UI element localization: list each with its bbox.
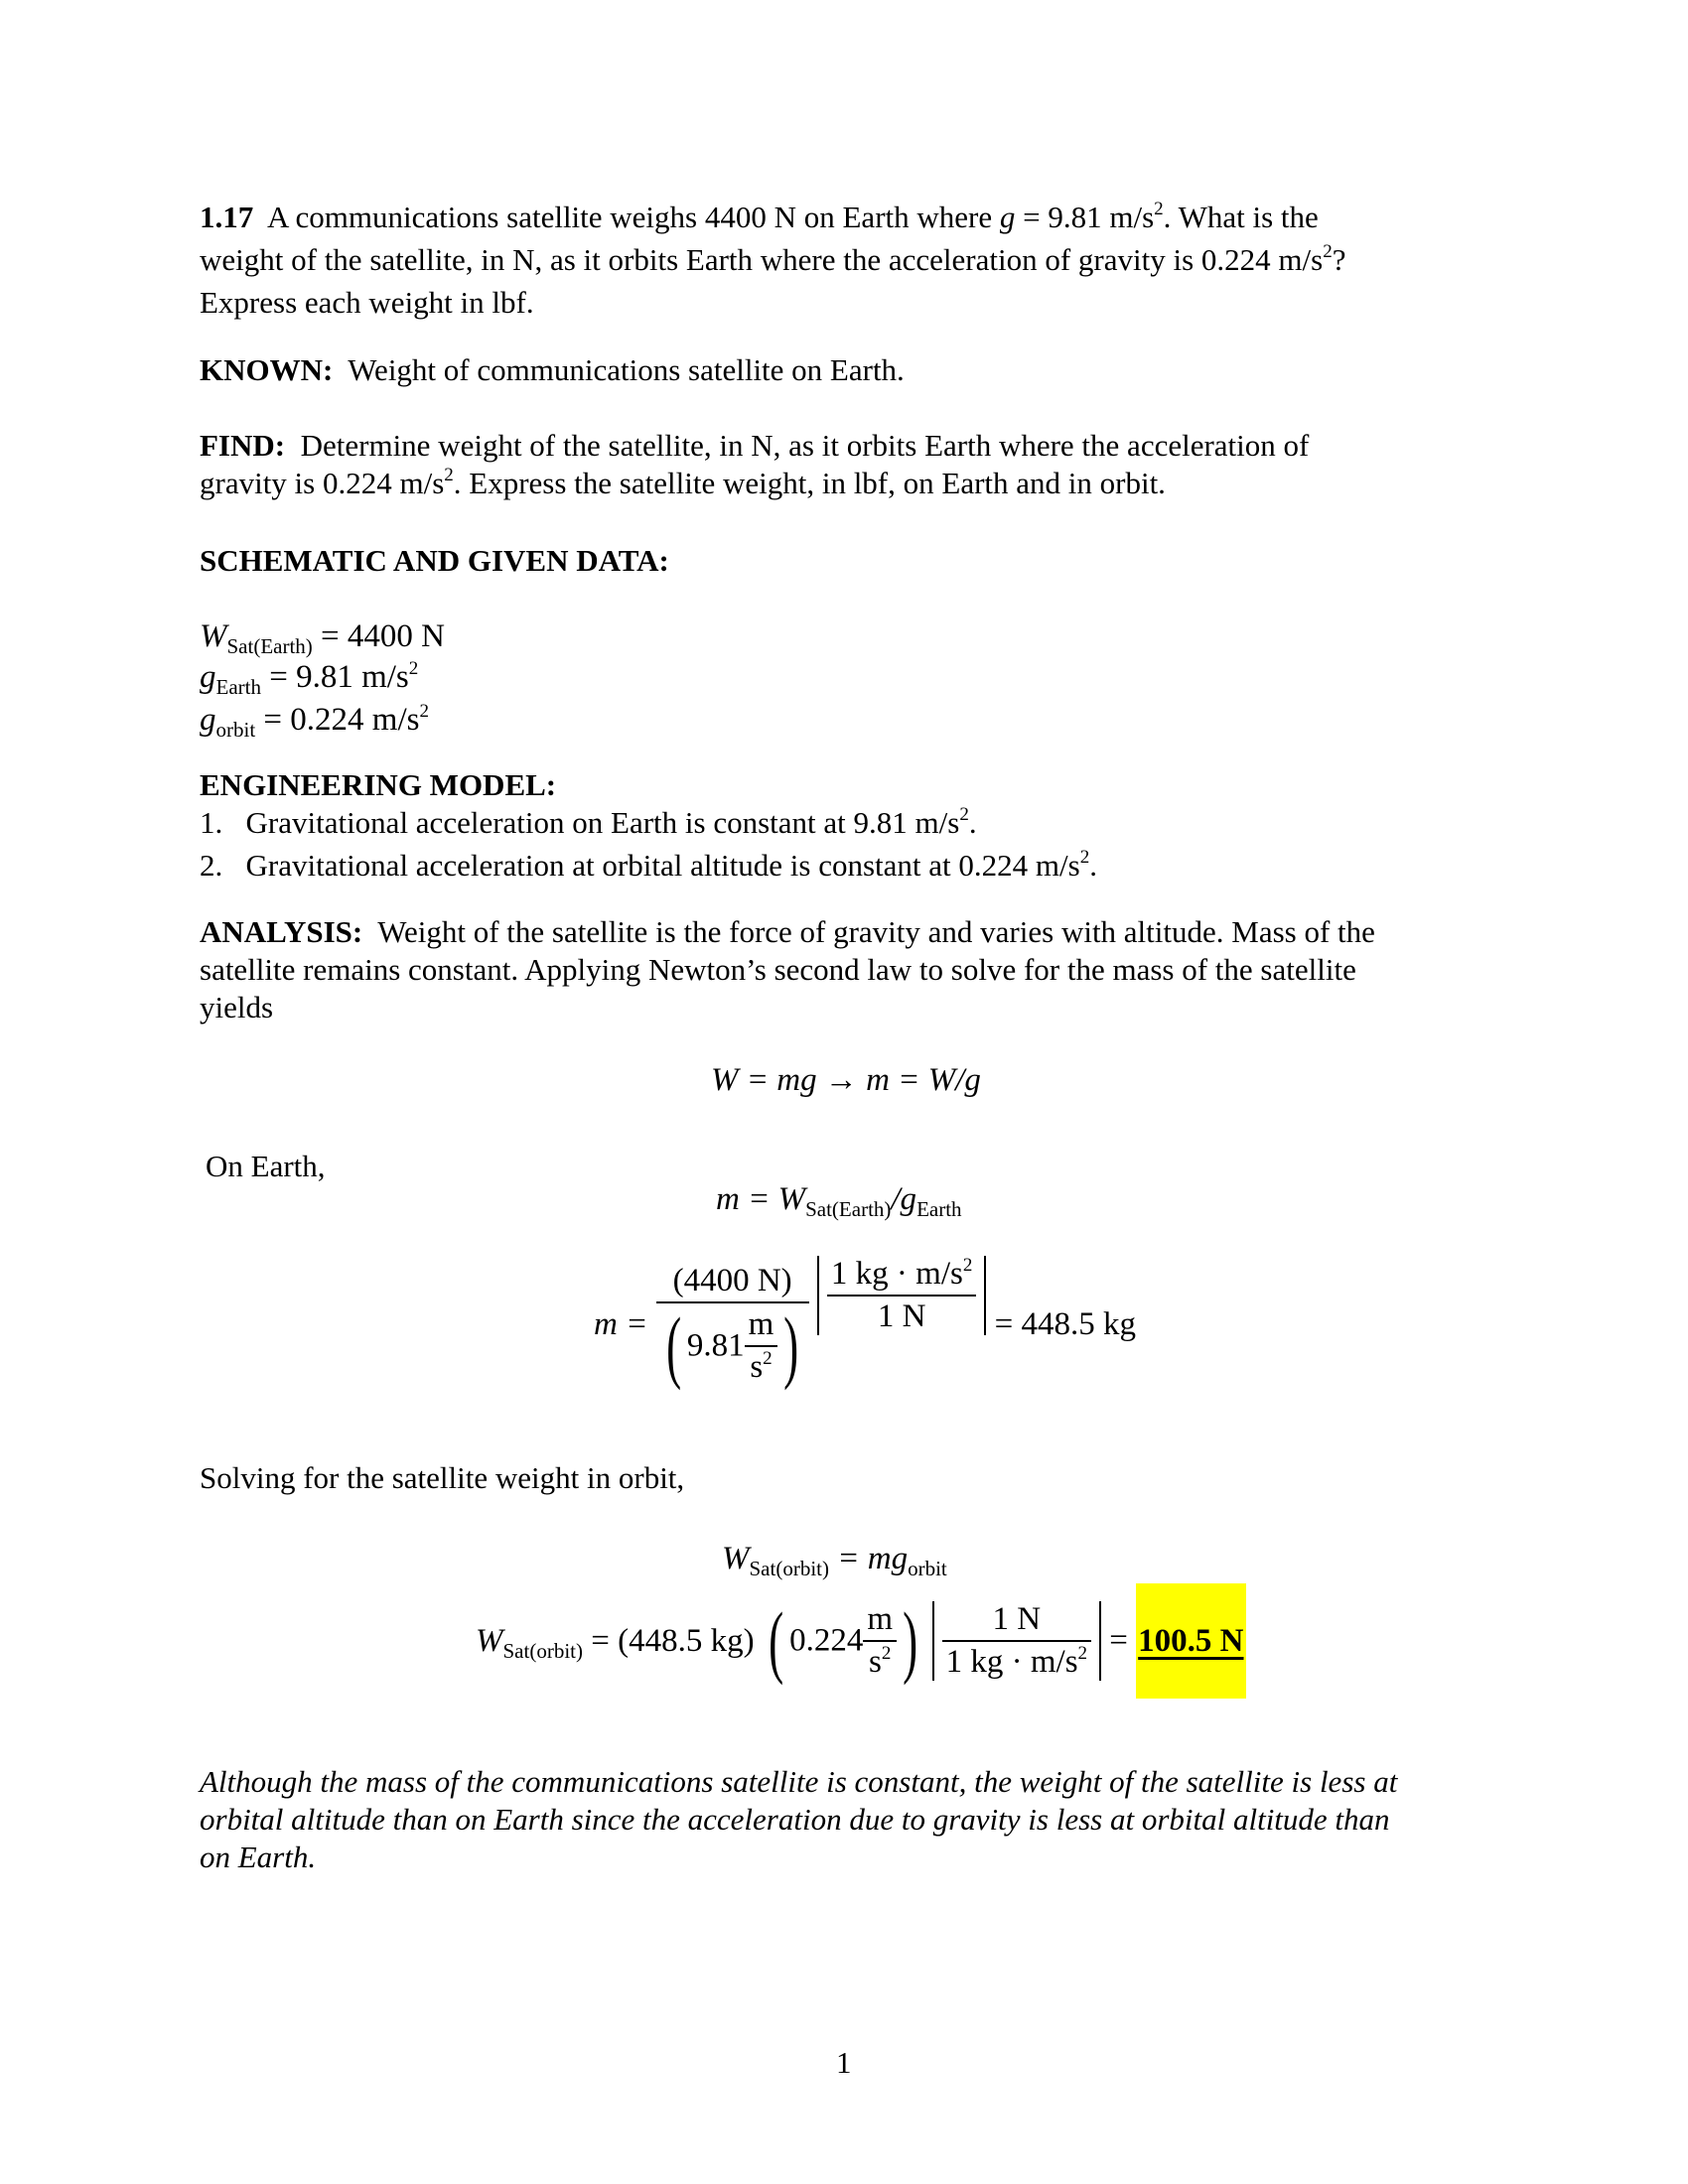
problem-line-1: 1.17 A communications satellite weighs 4400 N on Earth where g = 9.81 $m/s^2$. What is the xyxy=(200,199,1319,234)
given-g-orbit: $g_{orbit} = 0.224$ $m/s^2$ xyxy=(200,701,429,742)
problem-number: 1.17 xyxy=(200,200,254,234)
equation-newton: W = mg → m = W/g xyxy=(711,1062,981,1098)
problem-line-2: weight of the satellite, in N, as it orbits Earth where the acceleration of gravity is 0.224 $m/s^2$? xyxy=(200,241,1346,277)
conversion-factor: $\frac{1 kg \cdot m/s^2}{1 N}$ xyxy=(817,1256,986,1335)
analysis-section: ANALYSIS: Weight of the satellite is the force of gravity and varies with altitude. Mass of the satellite remains constant. Applying Newton’s second law to solve for the mass of the satellite yields xyxy=(200,914,1375,1024)
find-label: FIND: xyxy=(200,428,286,463)
final-answer-highlight: 100.5 N xyxy=(1136,1583,1245,1699)
solving-text: Solving for the satellite weight in orbit, xyxy=(200,1460,685,1495)
equation-weight-orbit-calc: $W_{Sat(orbit)} = (448.5$ kg) ( 0.224 $\frac{m}{s^2}$ ) $\frac{1 N}{1 kg \cdot m/s^2}$ = 100.5 N xyxy=(476,1600,1246,1682)
known-section xyxy=(200,351,905,389)
given-data-list xyxy=(200,617,445,744)
model-heading: ENGINEERING MODEL: xyxy=(200,767,557,802)
mass-fraction: (4400 N) ( 9.81 $\frac{m}{s^2}$ ) xyxy=(656,1263,809,1387)
find-section: FIND: Determine weight of the satellite, in N, as it orbits Earth where the acceleration of gravity is 0.224 $m/s^2$. Express the satellite weight, in lbf, on Earth and in orbit. xyxy=(200,428,1310,500)
conclusion: Although the mass of the communications satellite is constant, the weight of the satellite is less at orbital altitude than on Earth since the acceleration due to gravity is less at orbital altitude than on Earth. xyxy=(200,1764,1398,1874)
conversion-factor-orbit: $\frac{1 N}{1 kg \cdot m/s^2}$ xyxy=(932,1601,1101,1681)
model-item-1: 1. Gravitational acceleration on Earth is constant at 9.81 $m/s^2$. xyxy=(200,804,977,840)
on-earth-label: On Earth, xyxy=(206,1149,326,1183)
given-g-earth: $g_{Earth} = 9.81$ $m/s^2$ xyxy=(200,658,419,699)
schematic-heading: SCHEMATIC AND GIVEN DATA: xyxy=(200,543,669,578)
analysis-label: ANALYSIS: xyxy=(200,914,363,949)
problem-statement xyxy=(200,199,1345,322)
engineering-model xyxy=(200,766,1097,889)
equation-weight-orbit-definition: $W_{Sat(orbit)} = mg_{orbit}$ xyxy=(722,1541,947,1580)
equation-mass-definition: $m = W_{Sat(Earth)}/g_{Earth}$ xyxy=(716,1181,962,1221)
page-number: 1 xyxy=(836,2045,852,2080)
known-text: Weight of communications satellite on Earth. xyxy=(348,352,905,387)
mass-result: = 448.5 kg xyxy=(994,1306,1136,1342)
problem-line-3: Express each weight in lbf. xyxy=(200,285,534,320)
model-item-2: 2. Gravitational acceleration at orbital altitude is constant at 0.224 $m/s^2$. xyxy=(200,847,1097,883)
known-label: KNOWN: xyxy=(200,352,334,387)
equation-mass-calc: m = (4400 N) ( 9.81 $\frac{m}{s^2}$ ) $\frac{1 kg \cdot m/s^2}{1 N}$ = 448.5 kg xyxy=(594,1254,1136,1391)
given-w-sat-earth: $W_{Sat(Earth)} = 4400$ N xyxy=(200,618,445,658)
